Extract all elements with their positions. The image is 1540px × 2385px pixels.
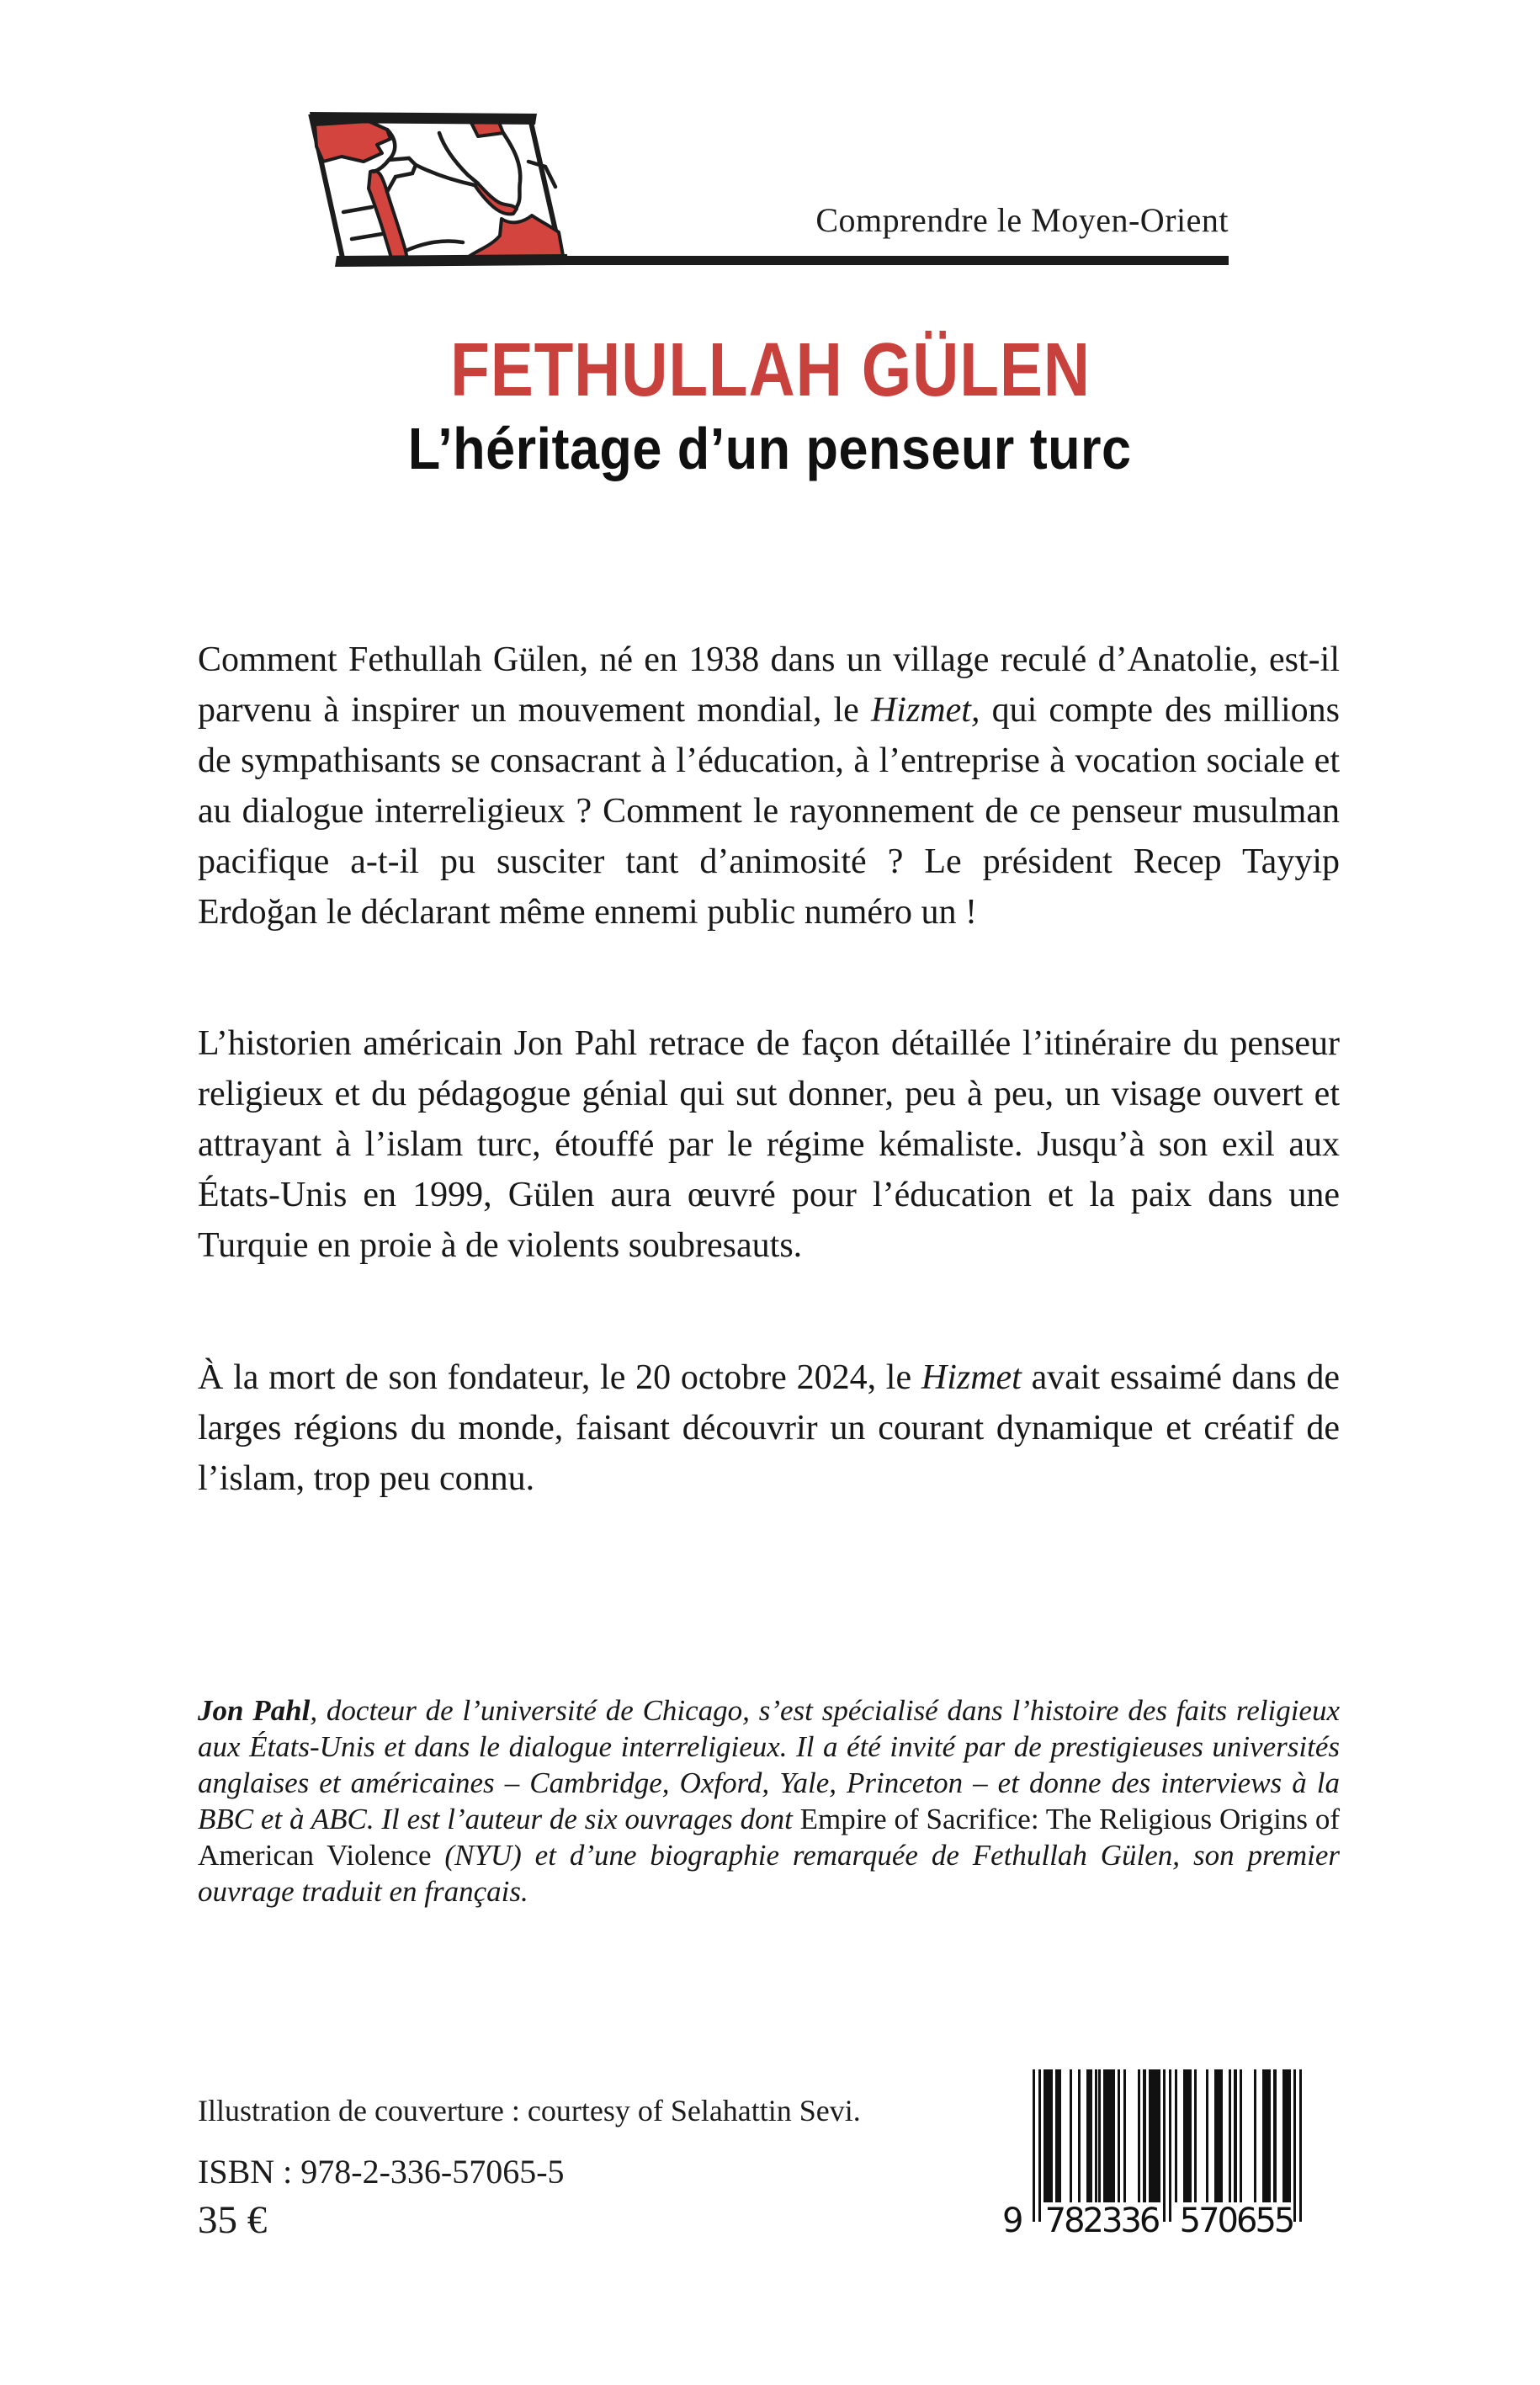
barcode-bar bbox=[1098, 2069, 1101, 2202]
book-title-text: FETHULLAH GÜLEN bbox=[449, 328, 1091, 412]
barcode-bar bbox=[1240, 2069, 1242, 2202]
barcode-bar bbox=[1058, 2069, 1060, 2202]
barcode-lead-digit: 9 bbox=[1002, 2202, 1022, 2240]
barcode bbox=[1002, 2069, 1303, 2263]
barcode-bar bbox=[1089, 2069, 1091, 2202]
book-title bbox=[0, 328, 1540, 412]
barcode-bar bbox=[1219, 2069, 1222, 2202]
barcode-bar bbox=[1049, 2069, 1052, 2202]
book-subtitle-text: L’héritage d’un penseur turc bbox=[408, 416, 1132, 481]
synopsis-paragraph-3: À la mort de son fondateur, le 20 octobre 2024, le Hizmet avait essaimé dans de larges régions du monde, faisant découvrir un courant dynamique et créatif de l’islam, trop peu connu. bbox=[198, 1358, 1341, 1498]
barcode-bar bbox=[1033, 2069, 1035, 2222]
barcode-bar bbox=[1038, 2069, 1041, 2222]
barcode-bar bbox=[1070, 2069, 1072, 2202]
price-label: 35 € bbox=[198, 2198, 268, 2242]
barcode-digits-right: 570655 bbox=[1179, 2202, 1293, 2240]
isbn-label: ISBN : 978-2-336-57065-5 bbox=[198, 2153, 565, 2191]
collection-series-label: Comprendre le Moyen-Orient bbox=[815, 201, 1229, 239]
middle-east-map-logo bbox=[303, 109, 568, 269]
header-rule bbox=[547, 256, 1229, 265]
book-subtitle bbox=[0, 416, 1540, 481]
barcode-bar bbox=[1194, 2069, 1197, 2202]
barcode-bar bbox=[1157, 2069, 1160, 2202]
barcode-bar bbox=[1118, 2069, 1120, 2202]
barcode-bar bbox=[1206, 2069, 1208, 2202]
barcode-bar bbox=[1229, 2069, 1231, 2202]
barcode-bar bbox=[1273, 2069, 1276, 2202]
barcode-bar bbox=[1169, 2069, 1171, 2222]
barcode-bar bbox=[1299, 2069, 1302, 2222]
barcode-bar bbox=[1254, 2069, 1256, 2202]
barcode-bar bbox=[1268, 2069, 1271, 2202]
barcode-bar bbox=[1123, 2069, 1126, 2202]
barcode-bar bbox=[1288, 2069, 1290, 2202]
barcode-bars bbox=[1033, 2069, 1303, 2222]
author-bio: Jon Pahl, docteur de l’université de Chicago, s’est spécialisé dans l’histoire des faits religieux aux États-Unis et dans le dialogue interreligieux. Il a été invité par de prestigieuses universités anglaises et américaines – Cambridge, Oxford, Yale, Princeton – et donne des interviews à la BBC et à ABC. Il est l’auteur de six ouvrages dont Empire of Sacrifice: The Religious Origins of American Violence (NYU) et d’une biographie remarquée de Fethullah Gülen, son premier ouvrage traduit en français. bbox=[198, 1694, 1340, 1908]
barcode-bar bbox=[1175, 2069, 1177, 2202]
synopsis-paragraph-1: Comment Fethullah Gülen, né en 1938 dans un village reculé d’Anatolie, est-il parvenu à inspirer un mouvement mondial, le Hizmet, qui compte des millions de sympathisants se consacrant à l’éducation, à l’entreprise à vocation sociale et au dialogue interreligieux ? Comment le rayonnement de ce penseur musulman pacifique a-t-il pu susciter tant d’animosité ? Le président Recep Tayyip Erdoğan le déclarant même ennemi public numéro un ! bbox=[198, 640, 1340, 932]
barcode-bar bbox=[1234, 2069, 1236, 2202]
barcode-bar bbox=[1188, 2069, 1191, 2202]
barcode-bar bbox=[1078, 2069, 1081, 2202]
barcode-bar bbox=[1293, 2069, 1296, 2222]
cover-illustration-credit: Illustration de couverture : courtesy of Selahattin Sevi. bbox=[198, 2094, 861, 2127]
barcode-bar bbox=[1143, 2069, 1145, 2202]
synopsis-paragraph-2: L’historien américain Jon Pahl retrace de façon détaillée l’itinéraire du penseur religieux et du pédagogue génial qui sut donner, peu à peu, un visage ouvert et attrayant à l’islam turc, étouffé par le régime kémaliste. Jusqu’à son exil aux États-Unis en 1999, Gülen aura œuvré pour l’éducation et la paix dans une Turquie en proie à de violents soubresauts. bbox=[198, 1024, 1340, 1265]
barcode-bar bbox=[1112, 2069, 1114, 2202]
barcode-bar bbox=[1138, 2069, 1140, 2202]
barcode-digits-left: 782336 bbox=[1044, 2202, 1159, 2240]
barcode-bar bbox=[1163, 2069, 1166, 2222]
